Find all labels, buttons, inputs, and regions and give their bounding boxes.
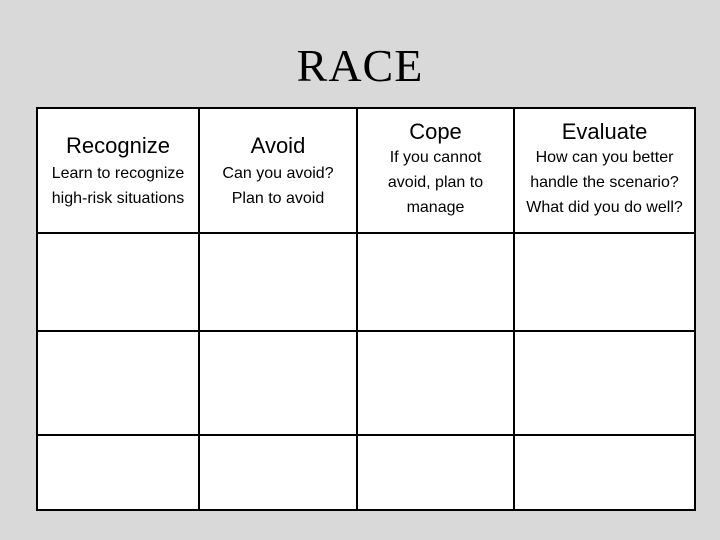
column-heading: Avoid <box>250 133 306 158</box>
table-cell[interactable] <box>358 332 515 436</box>
header-cell-avoid <box>200 109 358 234</box>
header-cell-cope <box>358 109 515 234</box>
column-heading: Recognize <box>66 133 170 158</box>
table-cell[interactable] <box>200 436 358 509</box>
table-cell[interactable] <box>515 234 694 332</box>
table-cell[interactable] <box>358 436 515 509</box>
table-cell[interactable] <box>515 436 694 509</box>
column-description: Can you avoid? Plan to avoid <box>222 165 334 207</box>
table-cell[interactable] <box>200 234 358 332</box>
header-cell-evaluate <box>515 109 694 234</box>
column-description: If you cannot avoid, plan to manage <box>387 149 484 216</box>
table-cell[interactable] <box>200 332 358 436</box>
column-heading: Evaluate <box>561 119 648 144</box>
table-cell[interactable] <box>515 332 694 436</box>
column-description: How can you better handle the scenario? What did you do well? <box>526 149 683 216</box>
table-cell[interactable] <box>38 436 200 509</box>
column-description: Learn to recognize high-risk situations <box>51 165 185 207</box>
column-heading: Cope <box>409 119 462 144</box>
table-cell[interactable] <box>38 332 200 436</box>
table-cell[interactable] <box>358 234 515 332</box>
page-title: RACE <box>296 40 424 91</box>
race-table <box>36 107 696 511</box>
header-cell-recognize <box>38 109 200 234</box>
table-cell[interactable] <box>38 234 200 332</box>
